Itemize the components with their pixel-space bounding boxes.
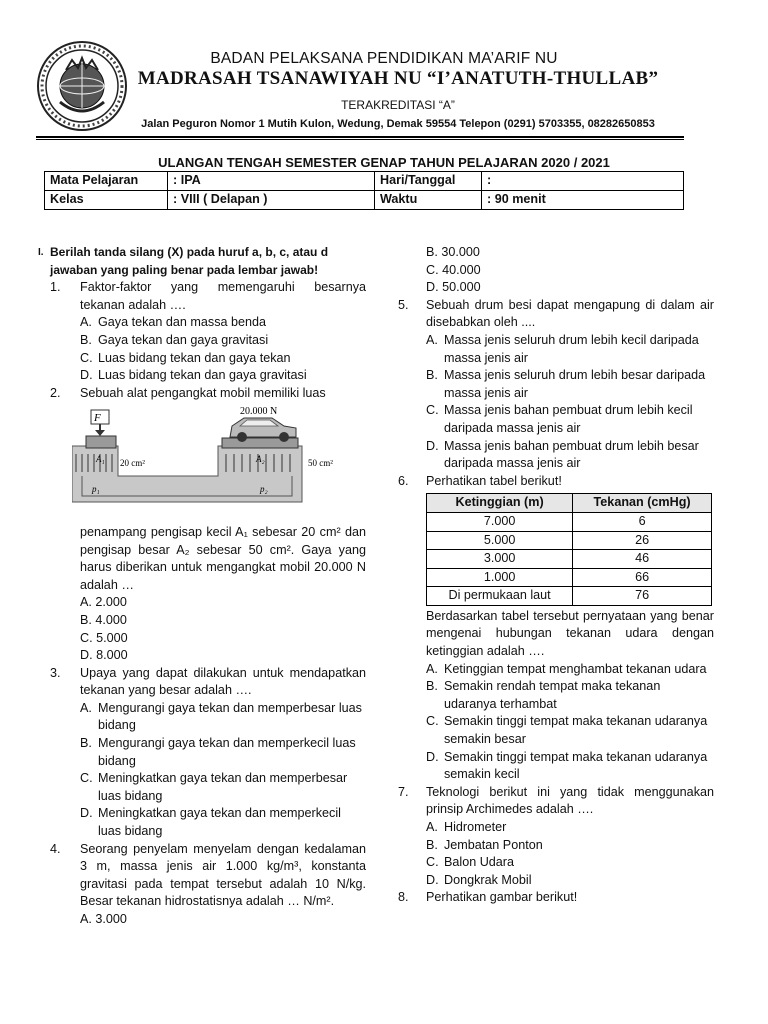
pressure-p2-label: p₂ [260,484,268,495]
class-label: Kelas [45,191,168,210]
table-cell: 6 [573,512,712,531]
option-letter: D. [426,438,439,453]
question-number: 3. [50,665,61,680]
option-text: Semakin tinggi tempat maka tekanan udaranya semakin kecil [444,749,708,782]
option-letter: C. [426,403,439,418]
option-text: Jembatan Ponton [444,837,543,852]
option-d: D. 50.000 [426,280,481,295]
school-address: Jalan Peguron Nomor 1 Mutih Kulon, Wedung, Demak 59554 Telepon (0291) 5703355, 08282650853 [141,118,655,130]
option-text: Gaya tekan dan massa benda [98,315,267,330]
table-cell: 1.000 [427,568,573,587]
question-number: 5. [398,297,409,312]
option-d [38,367,366,385]
option-c [38,350,366,368]
day-label: Hari/Tanggal [375,172,482,191]
table-row [427,550,712,569]
table-row [427,587,712,606]
piston-a2-label: A₂ [256,454,265,465]
option-b [398,367,714,402]
option-a [38,700,366,735]
option-a [398,332,714,367]
question-number: 1. [50,280,61,295]
subject-value: : IPA [168,172,375,191]
option-c [398,854,714,872]
time-value: : 90 menit [482,191,684,210]
option-letter: A. [426,820,438,834]
table-cell: 76 [573,587,712,606]
option-text: Dongkrak Mobil [444,872,532,887]
question-text: Teknologi berikut ini yang tidak menggunakan prinsip Archimedes adalah …. [426,784,714,817]
exam-info-table [44,171,684,210]
option-letter: B. [426,837,438,852]
car-force-label: 20.000 N [240,406,278,418]
option-b [38,735,366,770]
org-name: BADAN PELAKSANA PENDIDIKAN MA’ARIF NU [210,50,558,67]
table-cell: 3.000 [427,550,573,569]
table-cell: Di permukaan laut [427,587,573,606]
option-letter: B. [80,332,92,347]
instruction [38,244,366,279]
option-b [398,678,714,713]
instruction-text: Berilah tanda silang (X) pada huruf a, b, c, atau d jawaban yang paling benar pada lembar jawab! [50,245,329,277]
time-label: Waktu [375,191,482,210]
option-a [398,819,714,837]
option-c [398,402,714,437]
large-area-label: 50 cm² [308,458,333,469]
header-divider [36,136,684,138]
table-cell: 46 [573,550,712,569]
option-text: Mengurangi gaya tekan dan memperbesar luas bidang [98,700,362,733]
question-text: Sebuah drum besi dapat mengapung di dalam air disebabkan oleh .... [426,297,714,330]
option-c [38,770,366,805]
option-letter: A. [426,332,438,347]
option-d [38,805,366,840]
class-value: : VIII ( Delapan ) [168,191,375,210]
option-b: B. 30.000 [426,245,480,259]
exam-title: ULANGAN TENGAH SEMESTER GENAP TAHUN PELAJARAN 2020 / 2021 [158,155,610,170]
question-number: 2. [50,385,61,400]
option-text: Massa jenis seluruh drum lebih besar daripada massa jenis air [444,368,706,400]
option-text: Ketinggian tempat menghambat tekanan udara [444,661,707,676]
table-row [427,531,712,550]
option-text: Massa jenis seluruh drum lebih kecil daripada massa jenis air [444,332,699,365]
option-letter: A. [80,315,92,330]
option-c: C. 40.000 [426,262,481,277]
option-text: Massa jenis bahan pembuat drum lebih kecil daripada massa jenis air [444,403,693,435]
question-text: Upaya yang dapat dilakukan untuk mendapatkan tekanan yang besar adalah …. [80,665,366,698]
option-letter: C. [80,771,93,786]
option-b [398,837,714,855]
question-text: Sebuah alat pengangkat mobil memiliki luas [80,385,326,400]
question-text: Seorang penyelam menyelam dengan kedalaman 3 m, massa jenis air 1.000 kg/m³, konstanta gravitasi pada tempat tersebut adalah 10 N/kg. Besar tekanan hidrostatisnya adalah … N/m². [80,841,366,909]
table-header-pressure: Tekanan (cmHg) [573,494,712,513]
table-row [427,568,712,587]
option-text: Hidrometer [444,820,507,834]
school-name: MADRASAH TSANAWIYAH NU “I’ANATUTH-THULLAB” [137,68,659,89]
accreditation: TERAKREDITASI “A” [341,98,455,112]
small-area-label: 20 cm² [120,458,145,469]
option-text: Gaya tekan dan gaya gravitasi [98,332,269,347]
option-letter: C. [80,350,93,365]
table-row [427,512,712,531]
option-c: C. 5.000 [80,630,128,645]
option-text: Luas bidang tekan dan gaya tekan [98,350,291,365]
table-header-altitude: Ketinggian (m) [427,494,573,513]
day-value: : [482,172,684,191]
question-4 [38,841,366,911]
option-letter: A. [426,661,438,676]
option-d [398,438,714,473]
question-2 [38,385,366,403]
option-d [398,872,714,890]
table-cell: 7.000 [427,512,573,531]
option-text: Massa jenis bahan pembuat drum lebih besar daripada massa jenis air [444,438,699,471]
table-cell: 26 [573,531,712,550]
question-7 [398,784,714,819]
option-letter: D. [426,749,439,764]
table-cell: 5.000 [427,531,573,550]
right-column [398,244,714,907]
subject-label: Mata Pelajaran [45,172,168,191]
instruction-number: I. [38,247,44,258]
question-8 [398,889,714,907]
option-d [398,749,714,784]
option-letter: A. [80,700,92,715]
question-3 [38,665,366,700]
question-number: 7. [398,784,409,799]
question-number: 4. [50,841,61,856]
question-2-continued: penampang pengisap kecil A₁ sebesar 20 cm² dan pengisap besar A₂ sebesar 50 cm². Gaya yang harus diberikan untuk mengangkat mobil 20.000 N adalah … [80,524,366,592]
option-a: A. 2.000 [80,595,127,610]
question-1 [38,279,366,314]
question-5 [398,297,714,332]
header-divider-thin [36,139,684,140]
table-cell: 66 [573,568,712,587]
option-text: Balon Udara [444,855,515,870]
hydraulic-lift-diagram [72,406,368,512]
question-text: Faktor-faktor yang memengaruhi besarnya tekanan adalah …. [80,280,366,312]
option-letter: D. [80,806,93,821]
small-piston [86,436,116,448]
option-letter: D. [80,368,93,383]
option-letter: C. [426,855,439,870]
question-text: Perhatikan gambar berikut! [426,890,578,905]
option-text: Meningkatkan gaya tekan dan memperbesar luas bidang [98,771,348,803]
option-a: A. 3.000 [80,912,127,926]
option-text: Semakin rendah tempat maka tekanan udaranya terhambat [444,679,661,711]
option-text: Mengurangi gaya tekan dan memperkecil luas bidang [98,736,356,768]
option-text: Luas bidang tekan dan gaya gravitasi [98,368,307,383]
option-letter: C. [426,714,439,729]
question-6-continued: Berdasarkan tabel tersebut pernyataan yang benar mengenai hubungan tekanan udara dengan ketinggian adalah …. [426,608,714,659]
piston-a1-label: A₁ [96,454,105,465]
question-text: Perhatikan tabel berikut! [426,473,562,488]
option-letter: D. [426,872,439,887]
option-text: Meningkatkan gaya tekan dan memperkecil luas bidang [98,806,341,839]
question-number: 8. [398,890,409,905]
question-6 [398,473,714,491]
pressure-p1-label: p₁ [92,484,100,495]
force-label: F [94,412,101,425]
left-column [38,244,366,929]
option-c [398,713,714,748]
option-a [398,661,714,679]
altitude-pressure-table [426,493,712,606]
option-d: D. 8.000 [80,648,128,663]
option-b: B. 4.000 [80,612,127,627]
option-a [38,314,366,332]
option-letter: B. [80,736,92,751]
option-letter: B. [426,679,438,694]
question-number: 6. [398,473,409,488]
option-text: Semakin tinggi tempat maka tekanan udaranya semakin besar [444,714,708,747]
option-letter: B. [426,368,438,383]
option-b [38,332,366,350]
